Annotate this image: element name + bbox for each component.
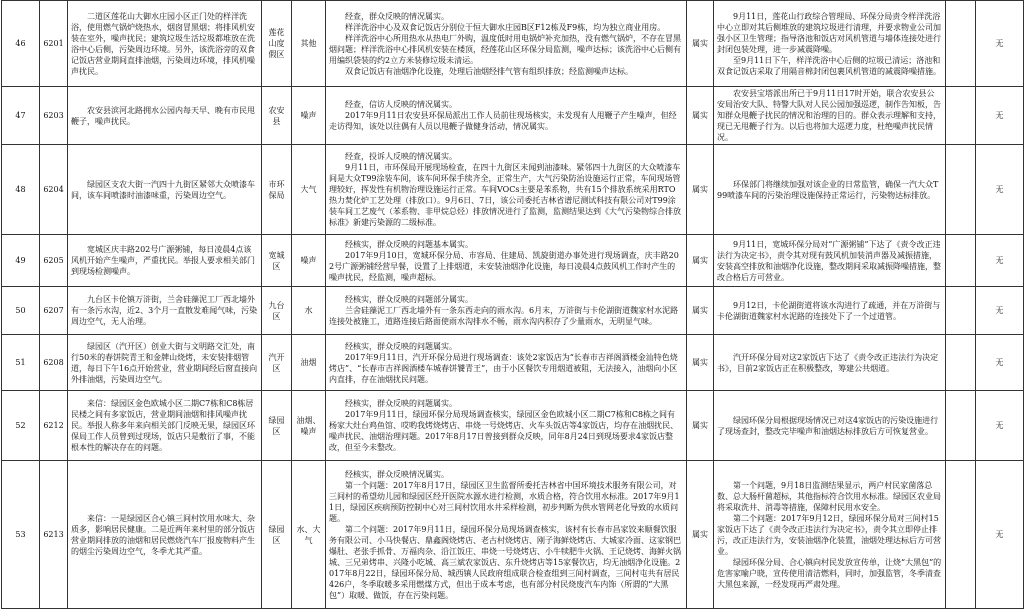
pollution-type: 噪声 [292,235,326,287]
actions-taken [714,287,946,335]
complaint-text: 宽城区庆丰路202号广源粥铺，每日凌晨4点该风机开始产生噪声，严重扰民。举报人要求相关部门到现场检测噪声。 [71,245,255,276]
action-paragraph: 绿园环保分局根据现场情况已对这4家饭店的污染设施进行了现场查封，整改完毕噪声和油烟达标排放后方可恢复营业。 [717,415,939,436]
table-row [2,87,1024,145]
complaint-content [68,1,262,87]
actions-taken [714,335,946,391]
complaint-content [68,145,262,235]
district: 绿园区 [262,391,292,461]
district: 宽城区 [262,235,292,287]
complaint-text: 绿园区支农大街一汽四十九街区紧邻大众喷漆车间，该车间喷漆时油漆味重，污染周边空气。 [71,179,255,200]
action-paragraph: 环保部门将继续加强对该企业的日常监管，确保一汽大众T99喷漆车间的污染治理设施保持正常运行，污染物达标排放。 [717,179,939,200]
actions-taken [714,87,946,145]
penalty: 无 [976,1,1024,87]
investigation-findings [326,87,687,145]
actions-taken [714,391,946,461]
finding-paragraph: 2017年9月11日，绿园环保分局现场调查核实，绿园区金色欧城小区二期C7栋和C8栋之间有杨家大灶台鸡鱼馆、哎哟我烤烧烤店、串烧一号烧烤店、火车头饭店等4家饭店，均存在油烟扰民、噪声扰民、油烟治理问题。2017年8月17日曾接到群众反映，同年8月24日到现场要求4家饭店整改，但至今未整改。 [329,410,679,452]
action-paragraph: 9月11日，莲花山行政综合管理局、环保分局责令样洋洗浴中心立即对其后侧堆放的建筑垃圾进行清理，并要求物业公司加强小区卫生管理；指导洛池和饭店对风机管道与墙体连接处进行封闭包装处理，进一步减震降噪。 [717,11,941,54]
action-paragraph: 第一个问题，9月18日监测结果显示，两户村民家菌落总数、总大肠杆菌超标，其他指标符合饮用水标准。绿园区农业局将采取洗井、消毒等措施，保障村民用水安全。 [717,480,941,512]
investigation-findings [326,145,687,235]
investigation-findings [326,235,687,287]
pollution-type: 大气 [292,145,326,235]
row-number: 47 [2,87,40,145]
penalty: 无 [976,335,1024,391]
complaint-content [68,287,262,335]
row-number: 49 [2,235,40,287]
action-paragraph: 绿园环保分局、合心镇向村民发放宣传单，让烧“大黑包”的危害家喻户晓，宣传使用清洁燃料，同时，加强监管，冬季清查大黑包来源，一经发现再严肃处理。 [717,557,942,589]
verdict: 属实 [687,1,714,87]
complaint-content [68,87,262,145]
row-number: 50 [2,287,40,335]
penalty: 无 [976,461,1024,609]
district: 市环保局 [262,145,292,235]
finding-paragraph: 双食记饭店有油烟净化设施，处理后油烟经排气管有组织排放；经监测噪声达标。 [345,66,633,76]
action-paragraph: 汽开环保分局对这2家饭店下达了《责令改正违法行为决定书》，目前2家饭店正在积极整改，筹建公共烟道。 [717,352,939,373]
case-id: 6212 [40,391,68,461]
district: 农安县 [262,87,292,145]
empty-cell [946,287,976,335]
complaint-text: 绿园区（汽开区）创业大街与文明路交汇处，南行50米的春饼院青王和金牌山烧烤，未安装排烟管道，每日下午16点开始营业，营业期间经后窗直接向外排油烟，污染周边空气。 [71,341,258,384]
penalty: 无 [976,391,1024,461]
finding-paragraph: 2017年9月10日，宽城环保分局、市容局、住建局、凯旋街道办事处进行现场调查，庆丰路202号广源粥铺经营早餐，设置了上排烟道，未安装油烟净化设施，每日凌晨4点鼓风机工作时产生的噪声扰民，经监测，噪声超标。 [329,250,679,282]
row-number: 52 [2,391,40,461]
pollution-type: 其他 [292,1,326,87]
row-number: 51 [2,335,40,391]
pollution-type: 水 [292,287,326,335]
investigation-findings [326,391,687,461]
action-paragraph: 9月12日，卡伦湖街道将该水沟进行了疏通，并在万浒街与卡伦湖街道魏家村水泥路的连接处下了一个过道管。 [717,300,941,321]
case-id: 6203 [40,87,68,145]
district: 汽开区 [262,335,292,391]
verdict: 属实 [687,461,714,609]
penalty: 无 [976,287,1024,335]
case-id: 6205 [40,235,68,287]
table-row [2,391,1024,461]
empty-cell [946,335,976,391]
finding-paragraph: 2017年9月11日农安县环保局派出工作人员前往现场核实，未发现有人甩鞭子产生噪声，但经走访得知，该处以往偶有人员以甩鞭子做健身活动，情况属实。 [329,111,677,131]
case-id: 6204 [40,145,68,235]
penalty: 无 [976,87,1024,145]
verdict: 属实 [687,87,714,145]
row-number: 46 [2,1,40,87]
pollution-type: 油烟、噪声 [292,391,326,461]
table-row [2,145,1024,235]
finding-paragraph: 第二个问题：2017年9月11日，绿园环保分局现场调查核实，该村有长春市昌家饺来顺餐饮服务有限公司、小马快餐店、鼎鑫阁烧烤店、老古村烧烤店、刚子海鲜烧烤店、大城家冷面、这家钢巴爆肚、老张手抓骨、万福肉杂、沿江饭庄、串烧一号烧烤店、小牛犊肥牛火锅、王记烧烤、海鲜火锅城、三兄弟烤串、兴隆小吃城、高三斌农家饭店、东升烧烤店等15家餐饮店，均无油烟净化设施。2017年8月22日，绿园环保分局、城西镇人民政府组成联合检查组到三间村调查，三间村屯共有居民426户，冬季取暖多采用燃煤方式，但出于成本考虑，也有部分村民烧废汽车内饰（所谓的“大黑包”）取暖、做饭，存在污染问题。 [329,524,681,600]
district: 九台区 [262,287,292,335]
complaint-text: 来信：绿园区金色欧城小区二期C7栋和C8栋居民楼之间有多家饭店，营业期间油烟和排风噪声扰民。举报人称多年来向相关部门反映无果，绿园区环保局工作人员曾到过现场，饭店只是敷衍了事，不能根本性的解决存在的问题。 [71,399,255,452]
complaint-text: 九台区卡伦镇万浒街，兰舍硅藻泥工厂西北墙外有一条污水沟，近2、3个月一直散发难闻气味，污染周边空气，无人治理。 [71,295,258,326]
penalty: 无 [976,235,1024,287]
verdict: 属实 [687,145,714,235]
table-body [2,1,1024,609]
finding-paragraph: 经核实，群众反映情况属实。 [345,469,449,479]
finding-paragraph: 第一个问题：2017年8月17日，绿园区卫生监督所委托吉林省中国环境技术服务有限公司，对三间村的希望幼儿园和绿园区经开医院水源水进行检测，水质合格，符合饮用水标准。2017年9月11日，绿园区疾病预防控制中心对三间村饮用水井采样检测，初步判断为供水管网老化导致的水质问题。 [329,480,680,523]
finding-paragraph: 样洋洗浴中心及双食记饭店分别位于恒大御水庄园B区F12栋及F9栋，均为独立商业用房。 [345,22,666,32]
district: 莲花山度假区 [262,1,292,87]
verdict: 属实 [687,287,714,335]
complaint-content [68,235,262,287]
actions-taken [714,235,946,287]
verdict: 属实 [687,235,714,287]
action-paragraph: 农安县宝塔派出所已于9月11日17时开始，联合农安县公安局治安大队、特警大队对人民公园加强巡逻，制作告知板，告知群众甩鞭子扰民的情况和治理的目的。群众表示理解和支持，现已无甩鞭子行为。以后也将加大巡逻力度，杜绝噪声扰民情况。 [717,89,941,142]
action-paragraph: 9月11日，宽城环保分局对“广源粥铺”下达了《责令改正违法行为决定书》，责令其对现有鼓风机加装消声器及减振措施，安装高空排放和油烟净化设施，整改期间采取减振降噪措施，整改合格后方可营业。 [717,239,941,282]
finding-paragraph: 经核实，群众反映的问题基本属实。 [345,239,473,249]
empty-cell [946,391,976,461]
district: 绿园区 [262,461,292,609]
investigation-findings [326,335,687,391]
case-id: 6201 [40,1,68,87]
table-row [2,461,1024,609]
complaint-text: 来信：一是绿园区合心镇三间村饮用水味大、杂质多，影响居民健康。二是近两年来村里的部分饭店营业期间排放的油烟和居民燃烧汽车厂报废物料产生的烟尘污染周边空气，冬季尤其严重。 [71,513,255,556]
complaint-text: 农安县滨河北路拥水公园内每天早、晚有市民甩鞭子，噪声扰民。 [71,105,255,126]
action-paragraph: 至9月11日下午，样洋洗浴中心后侧的垃圾已清运；洛池和双食记饭店采取了用隔音棉封闭包裹风机管道的减震降噪措施。 [717,55,941,76]
actions-taken [714,461,946,609]
actions-taken [714,145,946,235]
row-number: 53 [2,461,40,609]
pollution-type: 噪声 [292,87,326,145]
empty-cell [946,145,976,235]
table-row [2,235,1024,287]
penalty: 无 [976,145,1024,235]
actions-taken [714,1,946,87]
finding-paragraph: 经查，信访人反映的情况属实。 [345,100,457,109]
case-id: 6208 [40,335,68,391]
complaint-content [68,461,262,609]
table-row [2,1,1024,87]
empty-cell [946,1,976,87]
pollution-type: 水、大气 [292,461,326,609]
action-paragraph: 第二个问题：2017年9月12日，绿园环保分局对三间村15家饭店下达了《责令改正违法行为决定书》，责令其立即停止排污，改正违法行为，安装油烟净化装置，油烟处理达标后方可营业。 [717,513,941,556]
finding-paragraph: 兰舍硅藻泥工厂西北墙外有一条东西走向的雨水沟。6月末，万浒街与卡伦湖街道魏家村水泥路连接处被施工，道路连接后路面使雨水沟排水不畅，雨水沟内积存了少量雨水，无明显气味。 [329,306,679,326]
row-number: 48 [2,145,40,235]
empty-cell [946,235,976,287]
verdict: 属实 [687,335,714,391]
finding-paragraph: 2017年9月11日，汽开环保分局进行现场调查：该处2家饭店为“长春市吉祥阁酒楼金汕特色烧烤店”、“长春市吉祥阁酒楼车城春饼饕青王”，由于小区餐饮专用烟道被阻，无法接入，油烟向小区内直排，存在油烟扰民问题。 [329,352,678,384]
table-row [2,287,1024,335]
investigation-findings [326,287,687,335]
finding-paragraph: 经核实，群众反映的问题属实。 [345,399,457,408]
case-id: 6213 [40,461,68,609]
finding-paragraph: 经核实，群众反映的问题部分属实。 [345,295,473,304]
complaint-content [68,391,262,461]
verdict: 属实 [687,391,714,461]
pollution-type: 油烟 [292,335,326,391]
complaint-content [68,335,262,391]
finding-paragraph: 经核实，群众反映的问题属实。 [345,341,457,351]
finding-paragraph: 经查，投诉人反映的情况属实。 [345,152,457,161]
case-id: 6207 [40,287,68,335]
investigation-findings [326,1,687,87]
empty-cell [946,87,976,145]
complaint-table [1,0,1024,609]
empty-cell [946,461,976,609]
investigation-findings [326,461,687,609]
complaint-text: 二道区莲花山大御水庄园小区正门处的样洋洗浴，使用燃气锅炉烧热水，烟囱冒黑烟；将排风机安装在室外，噪声扰民；建筑垃圾生活垃圾都堆放在洗浴中心后侧，污染周边环境。另外，该洗浴旁的双食记饭店营业期间直排油烟，污染周边环境，排风机噪声扰民。 [71,11,255,76]
finding-paragraph: 经查，群众反映的情况属实。 [345,11,449,21]
finding-paragraph: 9月11日，市环保局开展现场检查，在四十九街区未闻到油漆味。紧邻四十九街区的大众喷漆车间是大众T99涂装车间，该车间环保手续齐全，正常生产，大气污染防治设施运行正常，车间现场管理较好，挥发性有机物治理设施运行正常。车间VOCs主要是苯系物，共有15个排放系统采用RTO热力焚化炉工艺处理（排放口）。9月6日、7日，该公司委托吉林省谱尼测试科技有限公司对T99涂装车间工艺废气（苯系物、非甲烷总烃）排放情况进行了监测，监测结果达到《大气污染物综合排放标准》新建污染源的二级标准。 [329,163,681,227]
table-row [2,335,1024,391]
finding-paragraph: 样洋洗浴中心所用热水从热电厂外购，温度低时用电锅炉补充加热，没有燃气锅炉，不存在冒黑烟问题；样洋洗浴中心排风机安装在楼顶，经莲花山区环保分局监测，噪声达标；该洗浴中心后侧有用编织袋装的约2立方米装修垃圾未清运。 [329,33,681,65]
